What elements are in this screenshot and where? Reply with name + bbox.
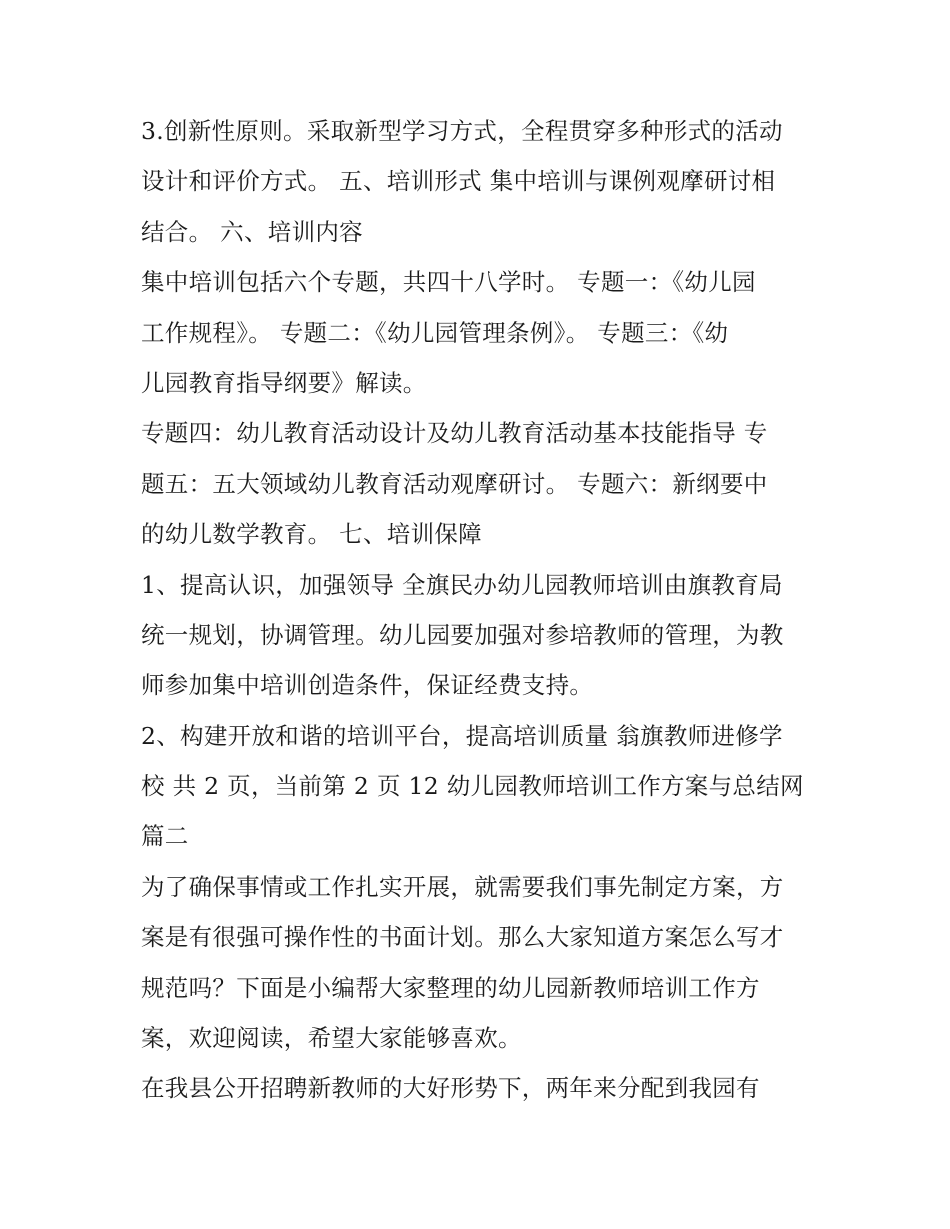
- text-line: 设计和评价方式。 五、培训形式 集中培训与课例观摩研讨相: [141, 167, 776, 196]
- text-line: 的幼儿数学教育。 七、培训保障: [141, 520, 482, 549]
- text-line: 1、提高认识，加强领导 全旗民办幼儿园教师培训由旗教育局: [141, 570, 783, 599]
- text-line: 为了确保事情或工作扎实开展，就需要我们事先制定方案，方: [141, 872, 784, 901]
- text-line: 集中培训包括六个专题，共四十八学时。 专题一：《幼儿园: [141, 268, 756, 297]
- text-line: 案是有很强可操作性的书面计划。那么大家知道方案怎么写才: [141, 923, 784, 952]
- text-line: 2、构建开放和谐的培训平台，提高培训质量 翁旗教师进修学: [141, 721, 783, 750]
- text-line: 工作规程》。 专题二：《幼儿园管理条例》。 专题三：《幼: [141, 318, 729, 347]
- text-line: 专题四：幼儿教育活动设计及幼儿教育活动基本技能指导 专: [141, 419, 768, 448]
- text-line: 规范吗？下面是小编帮大家整理的幼儿园新教师培训工作方: [141, 973, 760, 1002]
- text-line: 在我县公开招聘新教师的大好形势下，两年来分配到我园有: [141, 1074, 760, 1103]
- text-line: 儿园教育指导纲要》解读。: [141, 368, 427, 397]
- text-line: 师参加集中培训创造条件，保证经费支持。: [141, 671, 594, 700]
- text-line: 3.创新性原则。采取新型学习方式，全程贯穿多种形式的活动: [141, 117, 783, 145]
- text-line: 篇二: [141, 822, 189, 851]
- text-line: 案，欢迎阅读，希望大家能够喜欢。: [141, 1024, 522, 1053]
- text-line: 统一规划，协调管理。幼儿园要加强对参培教师的管理，为教: [141, 620, 784, 649]
- text-line: 结合。 六、培训内容: [141, 217, 363, 246]
- text-line: 题五：五大领域幼儿教育活动观摩研讨。 专题六：新纲要中: [141, 469, 768, 498]
- document-body: [141, 106, 831, 1114]
- text-line: 校 共 2 页，当前第 2 页 12 幼儿园教师培训工作方案与总结网: [141, 772, 804, 801]
